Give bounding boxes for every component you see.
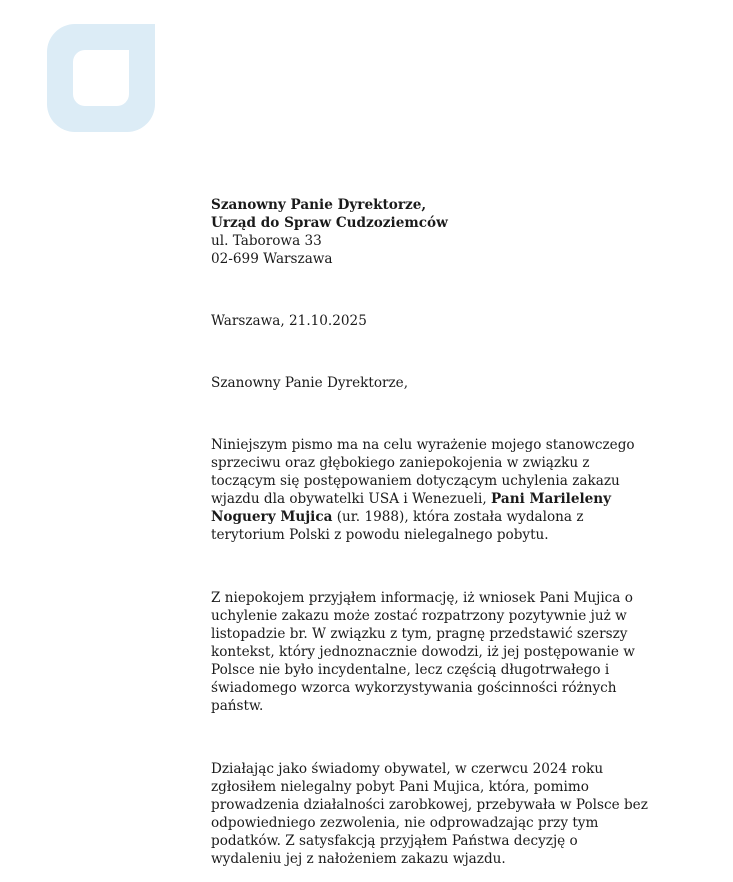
recipient-city: 02-699 Warszawa [211,251,333,267]
leaf-square-logo-icon [47,24,155,132]
recipient-title: Szanowny Panie Dyrektorze, [211,197,427,213]
paragraph-1-rest: (ur. 1988), która została wydalona z terytorium Polski z powodu nielegalnego pobytu. [211,509,584,543]
salutation: Szanowny Panie Dyrektorze, [211,375,409,391]
recipient-office: Urząd do Spraw Cudzoziemców [211,215,448,231]
recipient-street: ul. Taborowa 33 [211,233,322,249]
paragraph-1-name: Pani Marileleny Noguery Mujica [211,491,612,525]
paragraph-1-intro: Niniejszym pismo ma na celu wyrażenie mojego stanowczego sprzeciwu oraz głębokiego zaniepokojenia w związku z toczącym się postępowaniem dotyczącym uchylenia zakazu wjazdu dla obywatelki USA i Wenezueli, [211,437,635,507]
paragraph-3: Działając jako świadomy obywatel, w czerwcu 2024 roku zgłosiłem nielegalny pobyt Pani Mujica, która, pomimo prowadzenia działalności zarobkowej, przebywała w Polsce bez odpowiedniego zezwolenia, nie odprowadzając przy tym podatków. Z satysfakcją przyjąłem Państwa decyzję o wydaleniu jej z nałożeniem zakazu wjazdu. [211,761,648,867]
letter-date: Warszawa, 21.10.2025 [211,313,367,329]
paragraph-2: Z niepokojem przyjąłem informację, iż wniosek Pani Mujica o uchylenie zakazu może zostać rozpatrzony pozytywnie już w listopadzie br. W związku z tym, pragnę przedstawić szerszy kontekst, który jednoznacznie dowodzi, iż jej postępowanie w Polsce nie było incydentalne, lecz częścią długotrwałego i świadomego wzorca wykorzystywania gościnności różnych państw. [211,590,635,714]
letter-body [211,196,651,868]
paragraph-1 [211,436,651,544]
